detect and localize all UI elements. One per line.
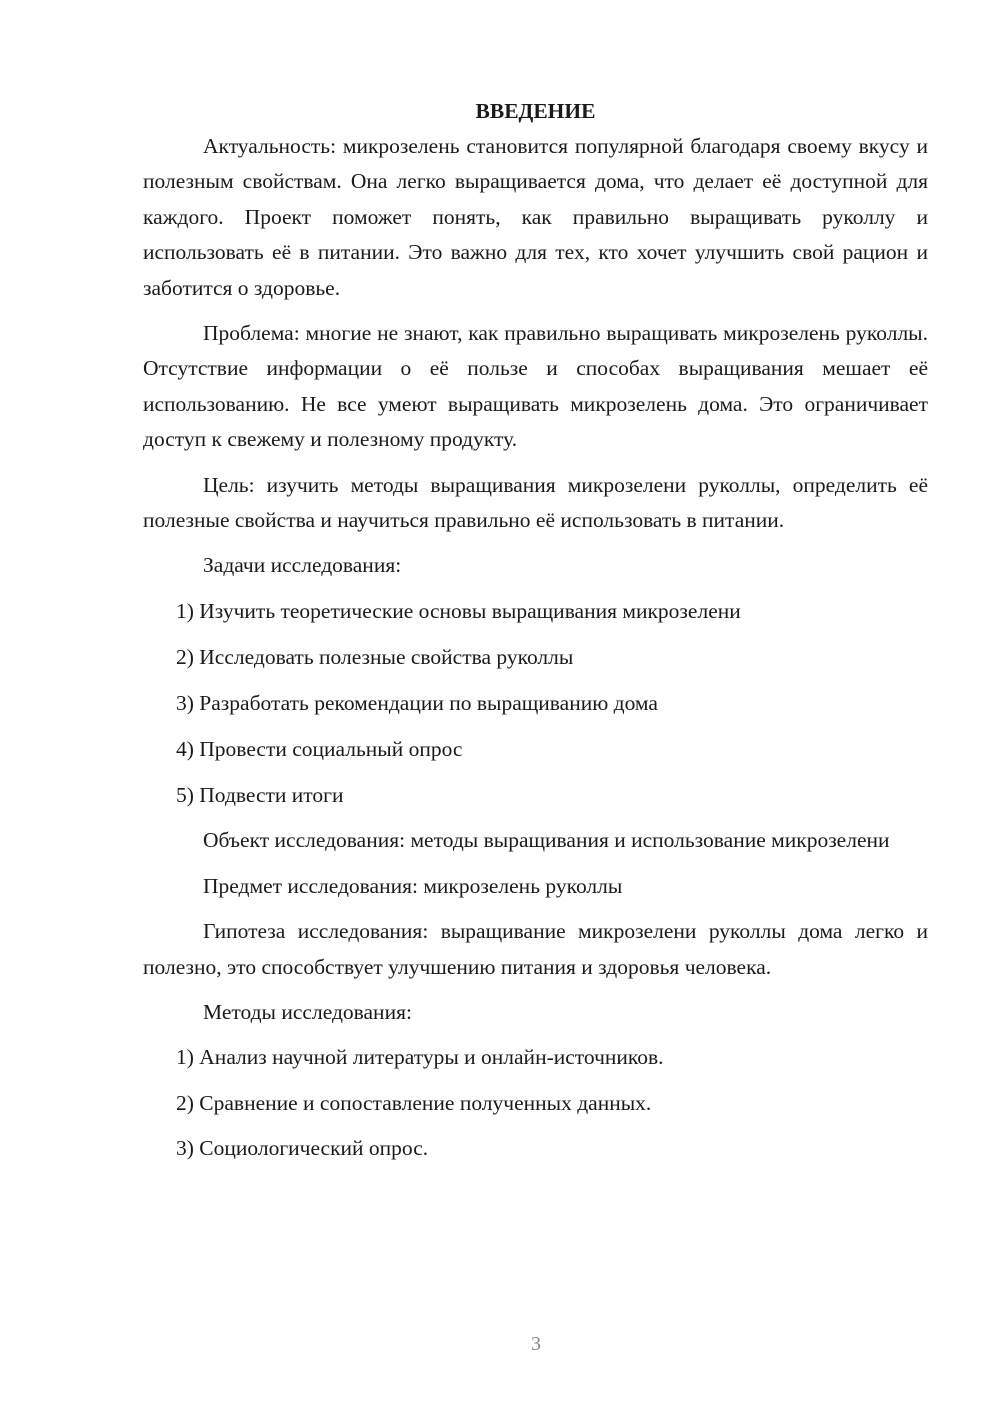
object-paragraph: Объект исследования: методы выращивания и использование микрозелени: [203, 828, 890, 853]
page-content: [143, 94, 928, 1177]
list-item: 2) Исследовать полезные свойства руколлы: [176, 644, 574, 669]
relevance-paragraph: Актуальность: микрозелень становится популярной благодаря своему вкусу и полезным свойствам. Она легко выращивается дома, что делает её доступной для каждого. Проект поможет понять, как правильно выращивать руколлу и использовать её в питании. Это важно для тех, кто хочет улучшить свой рацион и заботится о здоровье.: [143, 134, 928, 300]
tasks-label: Задачи исследования:: [203, 553, 402, 578]
section-heading: ВВЕДЕНИЕ: [475, 99, 596, 123]
list-item: 5) Подвести итоги: [176, 782, 344, 807]
list-item: 3) Социологический опрос.: [176, 1136, 429, 1161]
problem-paragraph: Проблема: многие не знают, как правильно выращивать микрозелень руколлы. Отсутствие информации о её пользе и способах выращивания мешает её использованию. Не все умеют выращивать микрозелень дома. Это ограничивает доступ к свежему и полезному продукту.: [143, 321, 928, 452]
tasks-list: [143, 594, 928, 813]
list-item: 4) Провести социальный опрос: [176, 736, 463, 761]
page-number: 3: [531, 1333, 541, 1355]
methods-label: Методы исследования:: [203, 1000, 412, 1025]
methods-list: [143, 1040, 928, 1166]
list-item: 1) Анализ научной литературы и онлайн-источников.: [176, 1045, 664, 1070]
subject-paragraph: Предмет исследования: микрозелень руколлы: [203, 873, 623, 898]
hypothesis-paragraph: Гипотеза исследования: выращивание микрозелени руколлы дома легко и полезно, это способствует улучшению питания и здоровья человека.: [143, 919, 928, 979]
list-item: 3) Разработать рекомендации по выращиванию дома: [176, 690, 658, 715]
list-item: 2) Сравнение и сопоставление полученных данных.: [176, 1090, 652, 1115]
list-item: 1) Изучить теоретические основы выращивания микрозелени: [176, 598, 741, 623]
goal-paragraph: Цель: изучить методы выращивания микрозелени руколлы, определить её полезные свойства и научиться правильно её использовать в питании.: [143, 472, 928, 533]
